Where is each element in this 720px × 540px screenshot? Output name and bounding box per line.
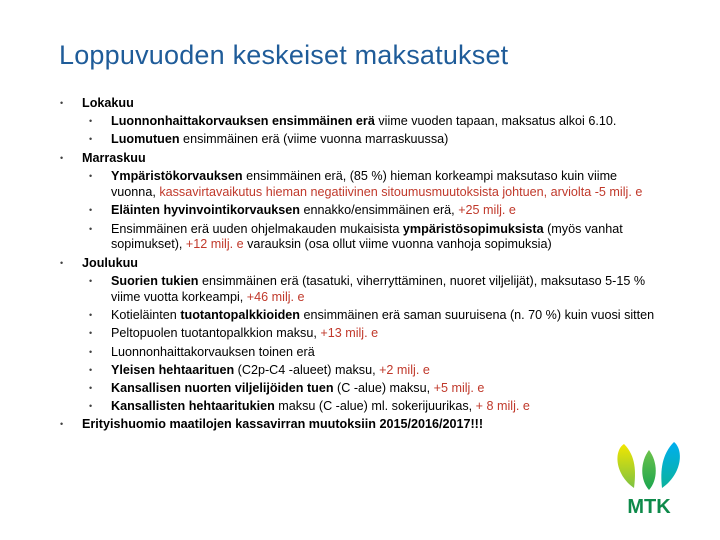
bullet-icon: • <box>89 171 93 182</box>
list-item: • Luonnonhaittakorvauksen ensimmäinen erä viime vuoden tapaan, maksatus alkoi 6.10. <box>89 114 617 129</box>
bullet-icon: • <box>89 205 93 216</box>
bullet-icon: • <box>89 116 93 127</box>
logo-text: MTK <box>627 496 671 518</box>
list-item: • Peltopuolen tuotantopalkkion maksu, +13 milj. e <box>89 326 379 341</box>
slide-title: Loppuvuoden keskeiset maksatukset <box>59 40 509 70</box>
section-heading: Lokakuu <box>82 96 134 110</box>
list-item: • Eläinten hyvinvointikorvauksen ennakko/ensimmäinen erä, +25 milj. e <box>89 203 516 218</box>
bullet-list <box>58 96 658 433</box>
bullet-icon: • <box>89 310 93 321</box>
list-item: • Ympäristökorvauksen ensimmäinen erä, (85 %) hieman korkeampi maksutaso kuin viime vuonna, kassavirtavaikutus hieman negatiivinen sitoumusmuutoksista johtuen, arviolta -5 milj. e <box>89 169 643 200</box>
section-lokakuu <box>58 96 658 112</box>
mtk-logo <box>606 436 692 518</box>
bullet-icon: • <box>89 134 93 145</box>
list-item: • Yleisen hehtaarituen (C2p-C4 -alueet) maksu, +2 milj. e <box>89 362 430 377</box>
list-item: • Kansallisen nuorten viljelijöiden tuen (C -alue) maksu, +5 milj. e <box>89 381 485 396</box>
bullet-icon: • <box>60 98 64 108</box>
list-item: • Luonnonhaittakorvauksen toinen erä <box>89 344 315 359</box>
leaf-icon <box>617 442 679 490</box>
bullet-icon: • <box>89 401 93 412</box>
section-marraskuu <box>58 151 658 167</box>
section-joulukuu <box>58 256 658 272</box>
list-item: • Kansallisten hehtaaritukien maksu (C -alue) ml. sokerijuurikas, + 8 milj. e <box>89 399 530 414</box>
bullet-icon: • <box>89 328 93 339</box>
bullet-icon: • <box>60 153 64 164</box>
bullet-icon: • <box>89 223 93 234</box>
bullet-icon: • <box>89 346 93 357</box>
bullet-icon: • <box>89 364 93 375</box>
section-heading: Erityishuomio maatilojen kassavirran muutoksiin 2015/2016/2017!!! <box>82 417 484 432</box>
list-item: • Ensimmäinen erä uuden ohjelmakauden mukaisista ympäristösopimuksista (myös vanhat sopimukset), +12 milj. e varauksin (osa ollut viime vuonna vanhoja sopimuksia) <box>89 221 623 252</box>
section-heading: Marraskuu <box>82 151 146 166</box>
bullet-icon: • <box>60 419 64 430</box>
bullet-icon: • <box>60 258 64 269</box>
list-item: • Kotieläinten tuotantopalkkioiden ensimmäinen erä saman suuruisena (n. 70 %) kuin vuosi sitten <box>89 308 655 323</box>
bullet-icon: • <box>89 276 93 287</box>
list-item: • Luomutuen ensimmäinen erä (viime vuonna marraskuussa) <box>89 132 449 147</box>
section-heading: Joulukuu <box>82 256 138 271</box>
section-erityishuomio <box>58 417 658 433</box>
list-item: • Suorien tukien ensimmäinen erä (tasatuki, viherryttäminen, nuoret viljelijät), maksutaso 5-15 % viime vuotta korkeampi, +46 milj. e <box>89 274 646 305</box>
bullet-icon: • <box>89 383 93 394</box>
